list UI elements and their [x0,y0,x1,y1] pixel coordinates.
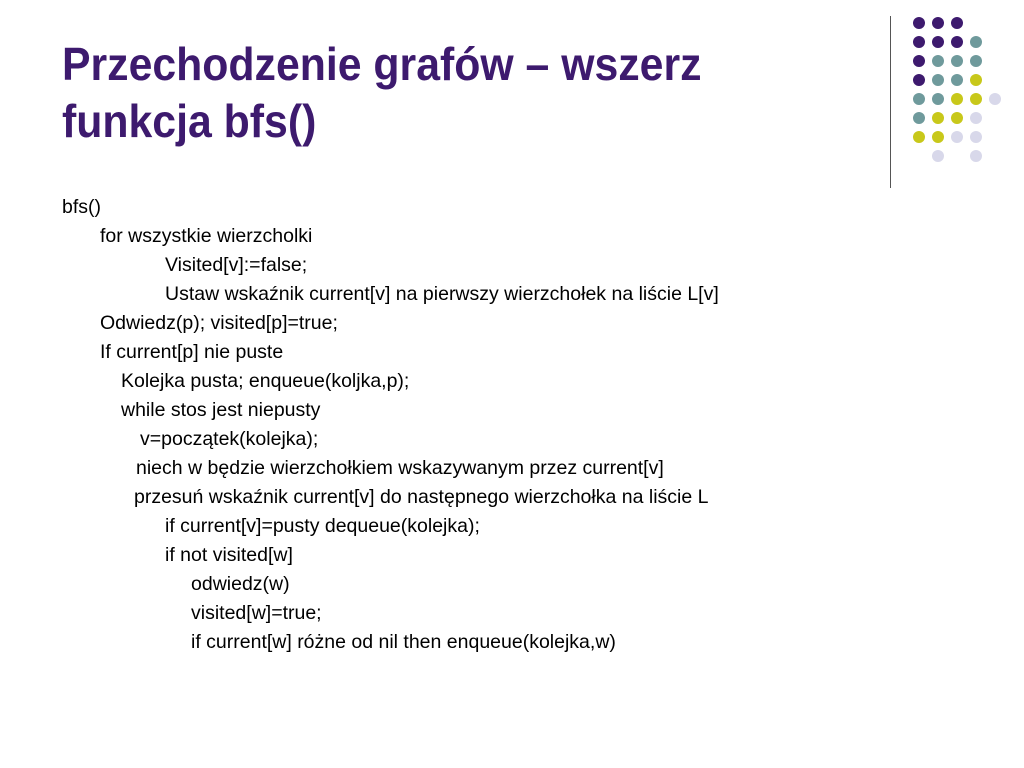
dot [913,93,925,105]
dot [913,55,925,67]
dot [951,112,963,124]
dot [970,150,982,162]
code-line: while stos jest niepusty [121,399,321,421]
code-line: Odwiedz(p); visited[p]=true; [100,312,338,334]
code-line: If current[p] nie puste [100,341,284,363]
code-line: Visited[v]:=false; [165,254,308,276]
dot [970,36,982,48]
dot [951,36,963,48]
dot [932,150,944,162]
code-line: if current[w] różne od nil then enqueue(kolejka,w) [191,631,616,653]
code-line: przesuń wskaźnik current[v] do następnego wierzchołka na liście L [134,486,709,508]
dot [951,74,963,86]
dot [932,131,944,143]
code-line: if current[v]=pusty dequeue(kolejka); [165,515,480,537]
code-line: odwiedz(w) [191,573,290,595]
dot [951,55,963,67]
dot [970,55,982,67]
code-line: niech w będzie wierzchołkiem wskazywanym przez current[v] [136,457,664,479]
dot [989,93,1001,105]
dot [951,131,963,143]
code-line: for wszystkie wierzcholki [100,225,313,247]
dot [951,17,963,29]
dot [970,131,982,143]
dot [932,17,944,29]
code-line: Ustaw wskaźnik current[v] na pierwszy wierzchołek na liście L[v] [165,283,719,305]
dot [913,74,925,86]
code-line: Kolejka pusta; enqueue(koljka,p); [121,370,410,392]
dot [932,74,944,86]
dot [932,112,944,124]
dot [932,55,944,67]
dot [932,93,944,105]
dot [913,112,925,124]
dot [951,93,963,105]
code-line: if not visited[w] [165,544,293,566]
dot [913,131,925,143]
dot [932,36,944,48]
code-line: bfs() [62,196,101,218]
pseudocode-body [62,193,719,657]
dot [970,112,982,124]
dot [970,93,982,105]
dot [913,36,925,48]
code-line: visited[w]=true; [191,602,322,624]
title-line-1: Przechodzenie grafów – wszerz [62,38,702,90]
title-line-2: funkcja bfs() [62,95,317,147]
code-line: v=początek(kolejka); [140,428,319,450]
dot [970,74,982,86]
dot [913,17,925,29]
decorative-dot-grid [0,0,1024,200]
